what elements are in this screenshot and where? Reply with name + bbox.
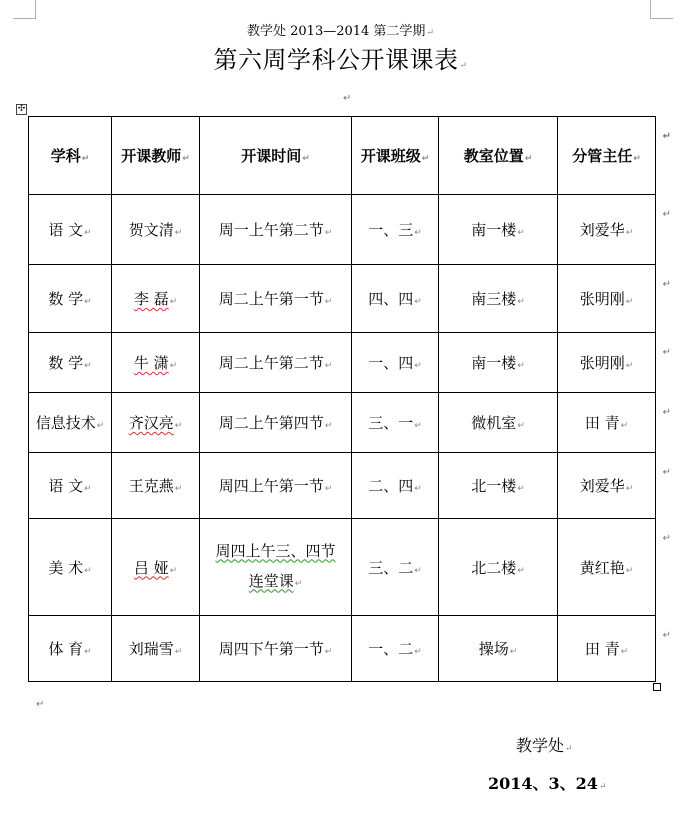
time-cell: 周二上午第四节↵ [200, 393, 352, 453]
time-cell: 周一上午第二节↵ [200, 195, 352, 265]
time-cell: 周二上午第二节↵ [200, 333, 352, 393]
teacher-cell: 贺文清↵ [112, 195, 200, 265]
column-header: 开课时间↵ [200, 117, 352, 195]
table-row [29, 519, 656, 616]
room-cell: 北二楼↵ [439, 519, 558, 616]
teacher-cell: 吕 娅↵ [112, 519, 200, 616]
column-header: 学科↵ [29, 117, 112, 195]
supervisor-cell: 田 青↵ ↵ [558, 616, 656, 682]
teacher-cell: 牛 潇↵ [112, 333, 200, 393]
issue-date: 2014、3、24↵ [488, 774, 607, 793]
subtitle-text: 教学处 2013—2014 第二学期 [247, 24, 426, 39]
table-row [29, 616, 656, 682]
paragraph-mark-icon: ↵ [343, 93, 352, 104]
paragraph-mark-icon: ↵ [36, 699, 45, 710]
class-cell: 四、四↵ [352, 265, 439, 333]
class-cell: 一、四↵ [352, 333, 439, 393]
time-cell: 周四上午第一节↵ [200, 453, 352, 519]
class-cell: 一、二↵ [352, 616, 439, 682]
supervisor-cell: 田 青↵ ↵ [558, 393, 656, 453]
document-title [0, 40, 681, 75]
time-cell: 周二上午第一节↵ [200, 265, 352, 333]
supervisor-cell: 刘爱华↵ ↵ [558, 195, 656, 265]
title-text: 第六周学科公开课课表 [213, 46, 459, 74]
supervisor-cell: 张明刚↵ ↵ [558, 333, 656, 393]
document-subtitle [0, 20, 681, 39]
schedule-table [28, 116, 671, 682]
table-row [29, 333, 656, 393]
paragraph-mark-icon: ↵ [426, 28, 434, 38]
column-header: 开课班级↵ [352, 117, 439, 195]
room-cell: 北一楼↵ [439, 453, 558, 519]
room-cell: 微机室↵ [439, 393, 558, 453]
teacher-cell: 刘瑞雪↵ [112, 616, 200, 682]
issuing-department: 教学处↵ [516, 736, 573, 755]
time-cell: 周四下午第一节↵ [200, 616, 352, 682]
subject-cell: 数 学↵ [29, 265, 112, 333]
supervisor-cell: 张明刚↵ ↵ [558, 265, 656, 333]
time-cell: 周四上午三、四节 连堂课↵ [200, 519, 352, 616]
teacher-cell: 李 磊↵ [112, 265, 200, 333]
subject-cell: 信息技术↵ [29, 393, 112, 453]
class-cell: 一、三↵ [352, 195, 439, 265]
subject-cell: 体 育↵ [29, 616, 112, 682]
page-corner-mark [13, 0, 36, 19]
subject-cell: 语 文↵ [29, 453, 112, 519]
room-cell: 操场↵ [439, 616, 558, 682]
room-cell: 南三楼↵ [439, 265, 558, 333]
table-row [29, 453, 656, 519]
class-cell: 二、四↵ [352, 453, 439, 519]
subject-cell: 美 术↵ [29, 519, 112, 616]
supervisor-cell: 黄红艳↵ ↵ [558, 519, 656, 616]
column-header: 教室位置↵ [439, 117, 558, 195]
class-cell: 三、二↵ [352, 519, 439, 616]
class-cell: 三、一↵ [352, 393, 439, 453]
page-corner-mark [650, 0, 673, 19]
table-header-row [29, 117, 656, 195]
teacher-cell: 王克燕↵ [112, 453, 200, 519]
table-row [29, 265, 656, 333]
subject-cell: 数 学↵ [29, 333, 112, 393]
paragraph-mark-icon: ↵ [459, 61, 468, 71]
supervisor-cell: 刘爱华↵ ↵ [558, 453, 656, 519]
date-text: 2014、3、24 [488, 774, 598, 793]
teacher-cell: 齐汉亮↵ [112, 393, 200, 453]
room-cell: 南一楼↵ [439, 333, 558, 393]
department-text: 教学处 [516, 736, 565, 755]
table-row [29, 195, 656, 265]
room-cell: 南一楼↵ [439, 195, 558, 265]
table-row [29, 393, 656, 453]
column-header: 分管主任↵ ↵ [558, 117, 656, 195]
column-header: 开课教师↵ [112, 117, 200, 195]
subject-cell: 语 文↵ [29, 195, 112, 265]
table-resize-handle[interactable] [653, 683, 661, 691]
table-move-handle-icon[interactable]: ✣ [17, 104, 26, 114]
